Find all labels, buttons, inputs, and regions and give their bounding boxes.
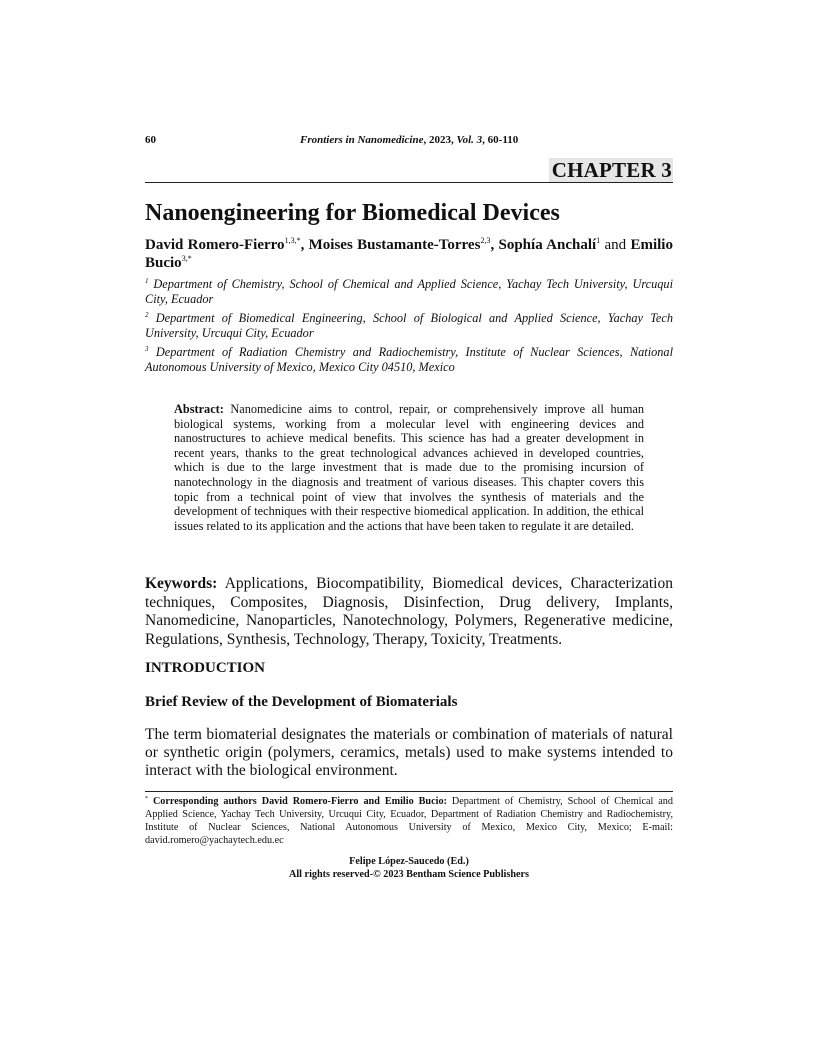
- article-title: Nanoengineering for Biomedical Devices: [145, 200, 560, 226]
- affiliation-text: Department of Chemistry, School of Chemical and Applied Science, Yachay Tech University, Urcuqui City, Ecuador: [145, 277, 673, 306]
- affiliation-text: Department of Biomedical Engineering, School of Biological and Applied Science, Yachay Tech University, Urcuqui City, Ecuador: [145, 311, 673, 340]
- body-paragraph: The term biomaterial designates the materials or combination of materials of natural or synthetic origin (polymers, ceramics, metals) used to make systems intended to interact with the biological environment.: [145, 726, 673, 779]
- footnote-label: Corresponding authors David Romero-Fierro and Emilio Bucio:: [148, 796, 447, 807]
- editor-line: Felipe López-Saucedo (Ed.): [349, 856, 469, 867]
- abstract-text: Nanomedicine aims to control, repair, or comprehensively improve all human biological systems, working from a molecular level with engineering devices and nanostructures to achieve medical benefits. This science has had a greater development in recent years, thanks to the great technological advances achieved in developed countries, which is due to the large investment that is made due to the promising incursion of nanotechnology in the diagnosis and treatment of various diseases. This chapter covers this topic from a technical point of view that involves the synthesis of materials and the development of techniques with their respective biomedical application. In addition, the ethical issues related to its application and the actions that have been taken to regulate it are detailed.: [174, 402, 644, 533]
- author-separator: ,: [300, 237, 309, 253]
- keywords-label: Keywords:: [145, 575, 218, 592]
- footnote-divider: [145, 791, 673, 792]
- publisher-info: [145, 855, 673, 881]
- keywords: [145, 575, 673, 649]
- chapter-label: CHAPTER 3: [549, 158, 673, 182]
- affiliation-item: [145, 345, 673, 375]
- author-affiliation-marker: 1,3,*: [284, 236, 301, 245]
- footnote: [145, 795, 673, 847]
- author-separator: and: [600, 237, 631, 253]
- author-name: David Romero-Fierro: [145, 237, 285, 253]
- journal-title: Frontiers in Nanomedicine: [300, 134, 424, 146]
- author-name: Emilio Bucio: [145, 237, 673, 271]
- rights-line: All rights reserved-© 2023 Bentham Science Publishers: [288, 869, 530, 880]
- abstract: [174, 402, 644, 533]
- affiliation-number: 1: [145, 277, 149, 285]
- affiliation-text: Department of Radiation Chemistry and Radiochemistry, Institute of Nuclear Sciences, National Autonomous University of Mexico, Mexico City 04510, Mexico: [145, 345, 673, 374]
- author-list: [145, 236, 673, 272]
- footnote-text: Department of Chemistry, School of Chemical and Applied Science, Yachay Tech University, Urcuqui City, Ecuador, Department of Radiation Chemistry and Radiochemistry, Institute of Nuclear Sciences, National Autonomous University of Mexico, Mexico City, Mexico; E-mail: david.romero@yachaytech.edu.ec: [145, 796, 673, 846]
- section-heading-introduction: INTRODUCTION: [145, 660, 266, 676]
- journal-pages: , 60-110: [482, 134, 519, 146]
- keywords-text: Applications, Biocompatibility, Biomedical devices, Characterization techniques, Composites, Diagnosis, Disinfection, Drug delivery, Implants, Nanomedicine, Nanoparticles, Nanotechnology, Polymers, Regenerative medicine, Regulations, Synthesis, Technology, Therapy, Toxicity, Treatments.: [145, 575, 673, 648]
- affiliation-item: [145, 311, 673, 341]
- affiliation-number: 2: [145, 311, 149, 319]
- author-affiliation-marker: 2,3: [480, 236, 491, 245]
- footnote-marker: *: [145, 796, 148, 802]
- journal-volume: Vol. 3: [456, 134, 483, 146]
- page-number: 60: [145, 134, 156, 146]
- journal-year: , 2023,: [423, 134, 457, 146]
- subsection-heading: Brief Review of the Development of Biomaterials: [145, 694, 458, 710]
- author-affiliation-marker: 3,*: [181, 254, 192, 263]
- author-affiliation-marker: 1: [596, 236, 601, 245]
- author-name: Moises Bustamante-Torres: [308, 237, 481, 253]
- affiliation-number: 3: [145, 345, 149, 353]
- author-separator: ,: [490, 237, 499, 253]
- journal-citation: [300, 134, 518, 147]
- chapter-divider: [145, 182, 673, 183]
- affiliation-item: [145, 277, 673, 307]
- abstract-label: Abstract:: [174, 402, 224, 416]
- author-name: Sophía Anchalí: [498, 237, 597, 253]
- affiliation-list: [145, 277, 673, 379]
